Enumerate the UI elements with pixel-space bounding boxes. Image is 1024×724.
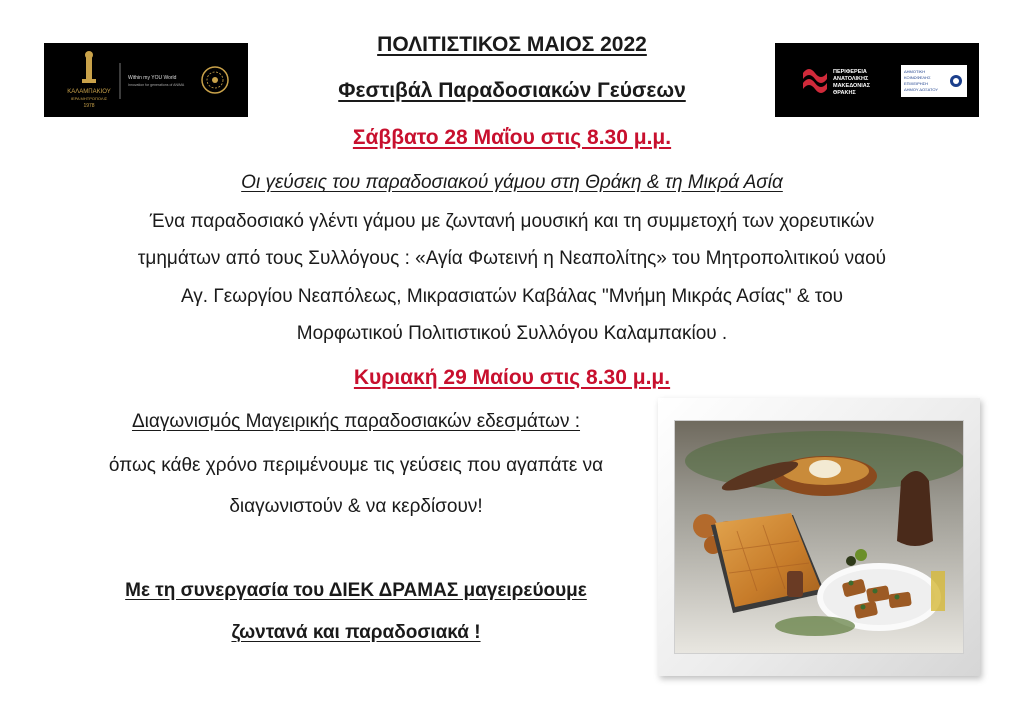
logo-left-tagline: Within my YOU World [128,75,177,81]
collab-line-1: Με τη συνεργασία του ΔΙΕΚ ΔΡΑΜΑΣ μαγειρεύουμε [125,580,587,601]
saturday-date: Σάββατο 28 Μαΐου στις 8.30 μ.μ. [352,126,672,149]
region-line-2: ΑΝΑΤΟΛΙΚΗΣ [833,76,869,82]
logo-left-tagline2: Innovation for generations of ANIMA [128,83,185,87]
saturday-line-1: Ένα παραδοσιακό γλέντι γάμου με ζωντανή μουσική και τη συμμετοχή των χορευτικών [149,211,875,232]
food-photo-frame [658,398,980,676]
food-photo [674,420,964,654]
traditional-food-image [675,421,963,653]
region-line-3: ΜΑΚΕΔΟΝΙΑΣ [833,83,871,89]
saturday-line-2: τμημάτων από τους Συλλόγους : «Αγία Φωτεινή η Νεαπολίτης» του Μητροπολιτικού ναού [137,248,887,269]
contest-title: Διαγωνισμός Μαγειρικής παραδοσιακών εδεσμάτων : [131,411,581,432]
collab-line-2: ζωντανά και παραδοσιακά ! [231,622,481,643]
contest-line-2: διαγωνιστούν & να κερδίσουν! [229,496,483,517]
region-line-1: ΠΕΡΙΦΕΡΕΙΑ [833,69,867,75]
partner-line-3: ΕΠΙΧΕΙΡΗΣΗ [904,81,929,86]
partner-line-4: ΔΗΜΟΥ ΔΟΞΑΤΟΥ [904,87,939,92]
sunday-date: Κυριακή 29 Μαίου στις 8.30 μ.μ. [353,366,671,389]
saturday-line-4: Μορφωτικού Πολιτιστικού Συλλόγου Καλαμπακίου . [296,323,728,344]
logo-left-sub: ΙΕΡΑ ΜΗΤΡΟΠΟΛΙΣ [70,96,108,101]
logo-left-year: 1978 [83,103,95,109]
contest-line-1: όπως κάθε χρόνο περιμένουμε τις γεύσεις που αγαπάτε να [108,455,604,476]
logo-left-name: ΚΑΛΑΜΠΑΚΙΟΥ [67,89,111,95]
festival-title: Φεστιβάλ Παραδοσιακών Γεύσεων [338,79,686,102]
region-line-4: ΘΡΑΚΗΣ [833,90,856,96]
partner-line-1: ΔΗΜΟΤΙΚΗ [904,69,926,74]
partner-line-2: ΚΟΙΝΩΦΕΛΗΣ [904,75,931,80]
page-title: ΠΟΛΙΤΙΣΤΙΚΟΣ ΜΑΙΟΣ 2022 [377,33,647,56]
saturday-line-3: Αγ. Γεωργίου Νεαπόλεως, Μικρασιατών Καβάλας "Μνήμη Μικράς Ασίας" & του [180,286,844,307]
saturday-subtitle: Οι γεύσεις του παραδοσιακού γάμου στη Θράκη & τη Μικρά Ασία [241,172,783,193]
